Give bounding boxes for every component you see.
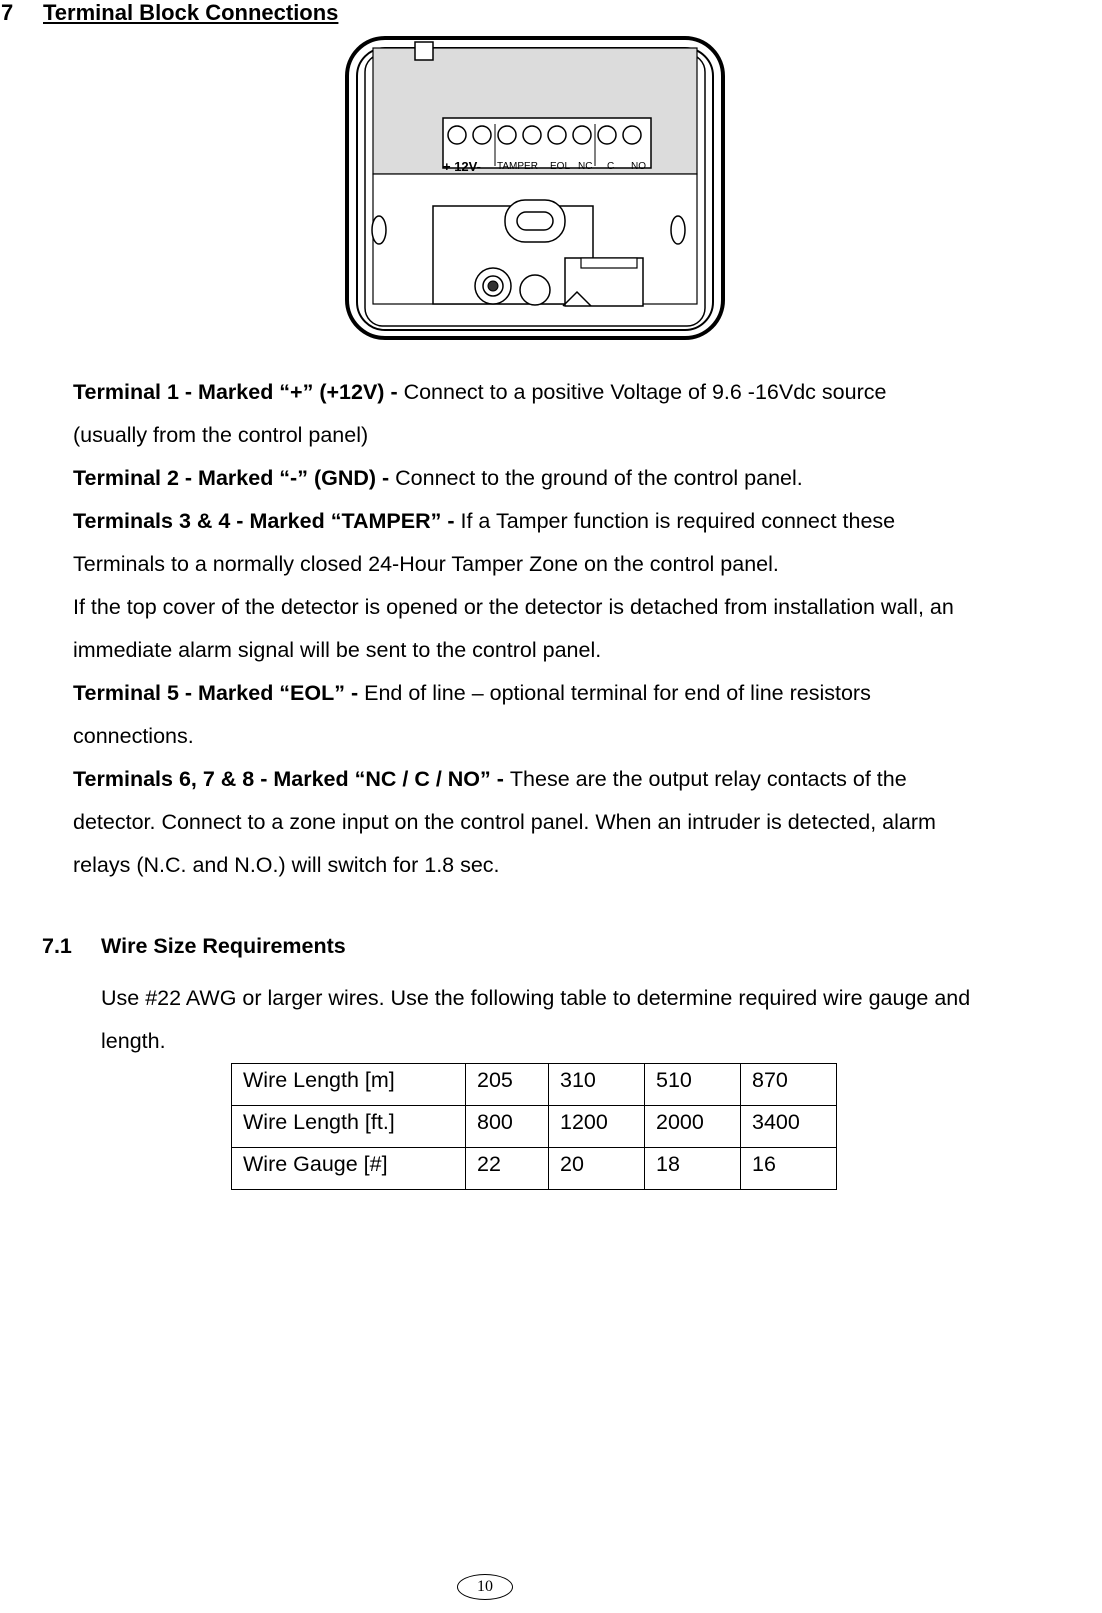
table-cell: 20 <box>549 1148 645 1190</box>
terminal-3-4-label: Terminals 3 & 4 - Marked “TAMPER” - <box>73 509 461 533</box>
table-cell: 310 <box>549 1064 645 1106</box>
terminal-3-4-desc-cont: Terminals to a normally closed 24-Hour Tamper Zone on the control panel. <box>73 552 779 576</box>
table-row <box>232 1148 837 1190</box>
tamper-note-cont: immediate alarm signal will be sent to the control panel. <box>73 638 602 662</box>
terminal-3-4-line <box>73 500 1083 543</box>
section-title: Terminal Block Connections <box>43 0 339 25</box>
tamper-note: If the top cover of the detector is opened or the detector is detached from installation wall, an <box>73 595 954 619</box>
subsection-text <box>101 977 1091 1063</box>
detector-illustration <box>345 36 725 346</box>
table-row <box>232 1064 837 1106</box>
terminal-6-8-desc-cont: detector. Connect to a zone input on the control panel. When an intruder is detected, alarm <box>73 810 936 834</box>
terminal-label-no: NO <box>631 161 646 172</box>
terminal-3-4-desc: If a Tamper function is required connect these <box>460 509 896 533</box>
terminal-6-8-label: Terminals 6, 7 & 8 - Marked “NC / C / NO” - <box>73 767 510 791</box>
table-cell: Wire Length [m] <box>232 1064 466 1106</box>
terminal-label-eol: EOL <box>550 161 571 172</box>
table-cell: 800 <box>466 1106 549 1148</box>
wire-size-table <box>231 1063 837 1190</box>
page-number: 10 <box>457 1574 513 1600</box>
terminal-block-diagram <box>345 36 725 346</box>
terminal-5-line <box>73 672 1083 715</box>
terminal-2-desc: Connect to the ground of the control panel. <box>395 466 803 490</box>
table-cell: 1200 <box>549 1106 645 1148</box>
terminal-label-tamper: TAMPER <box>497 161 538 172</box>
terminal-descriptions <box>73 371 1083 887</box>
terminal-2-label: Terminal 2 - Marked “-” (GND) - <box>73 466 396 490</box>
subsection-text-line-2: length. <box>101 1029 166 1053</box>
terminal-6-8-desc-end: relays (N.C. and N.O.) will switch for 1.8 sec. <box>73 853 500 877</box>
terminal-1-line <box>73 371 1083 414</box>
table-cell: 2000 <box>645 1106 741 1148</box>
terminal-1-desc-cont: (usually from the control panel) <box>73 423 369 447</box>
terminal-2-line <box>73 457 1083 500</box>
terminal-label-nc: NC <box>578 161 593 172</box>
terminal-5-desc: End of line – optional terminal for end of line resistors <box>364 681 871 705</box>
section-number: 7 <box>1 0 14 25</box>
table-cell: Wire Gauge [#] <box>232 1148 466 1190</box>
table-cell: 205 <box>466 1064 549 1106</box>
subsection-title: Wire Size Requirements <box>101 934 346 958</box>
table-cell: Wire Length [ft.] <box>232 1106 466 1148</box>
terminal-6-8-line <box>73 758 1083 801</box>
subsection-text-line-1: Use #22 AWG or larger wires. Use the following table to determine required wire gauge and <box>101 986 971 1010</box>
terminal-1-desc: Connect to a positive Voltage of 9.6 -16Vdc source <box>403 380 887 404</box>
table-cell: 16 <box>741 1148 837 1190</box>
table-row <box>232 1106 837 1148</box>
terminal-1-label: Terminal 1 - Marked “+” (+12V) - <box>73 380 404 404</box>
table-cell: 22 <box>466 1148 549 1190</box>
table-cell: 18 <box>645 1148 741 1190</box>
table-cell: 3400 <box>741 1106 837 1148</box>
terminal-6-8-desc: These are the output relay contacts of the <box>509 767 907 791</box>
terminal-label-c: C <box>607 161 615 172</box>
subsection-number: 7.1 <box>42 934 72 958</box>
terminal-label-12v: + 12V- <box>443 159 481 174</box>
table-cell: 870 <box>741 1064 837 1106</box>
terminal-5-desc-cont: connections. <box>73 724 194 748</box>
terminal-5-label: Terminal 5 - Marked “EOL” - <box>73 681 365 705</box>
table-cell: 510 <box>645 1064 741 1106</box>
